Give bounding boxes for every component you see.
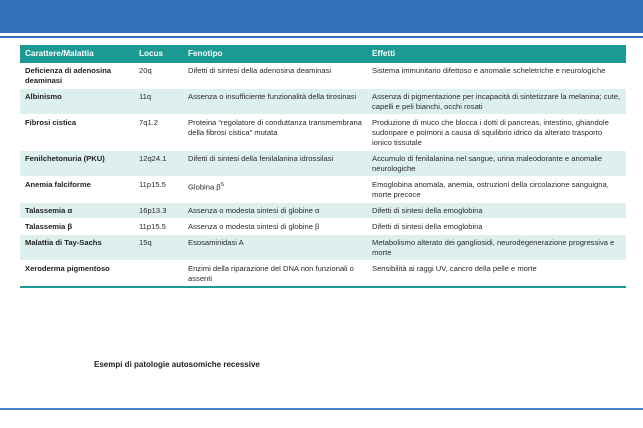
disease-name: Fenilchetonuria (PKU)	[20, 151, 134, 177]
disease-name: Fibrosi cistica	[20, 115, 134, 151]
disease-name: Albinismo	[20, 89, 134, 115]
effects: Accumulo di fenilalanina nel sangue, urina maleodorante e anomalie neurologiche	[367, 151, 626, 177]
phenotype: Assenza o insufficiente funzionalità della tirosinasi	[183, 89, 367, 115]
header-locus: Locus	[134, 45, 183, 63]
table-row	[20, 219, 626, 235]
effects: Sensibilità ai raggi UV, cancro della pelle e morte	[367, 261, 626, 288]
table-row	[20, 89, 626, 115]
phenotype: Proteina “regolatore di conduttanza transmembrana della fibrosi cistica” mutata	[183, 115, 367, 151]
disease-name: Talassemia β	[20, 219, 134, 235]
header-phenotype: Fenotipo	[183, 45, 367, 63]
effects: Difetti di sintesi della emoglobina	[367, 203, 626, 219]
disease-name: Xeroderma pigmentoso	[20, 261, 134, 288]
locus: 12q24.1	[134, 151, 183, 177]
header-trait: Carattere/Malattia	[20, 45, 134, 63]
phenotype-superscript: S	[220, 182, 224, 188]
table-row	[20, 235, 626, 261]
locus: 7q1.2	[134, 115, 183, 151]
phenotype: Assenza o modesta sintesi di globine α	[183, 203, 367, 219]
locus: 15q	[134, 235, 183, 261]
phenotype: Difetti di sintesi della fenilalanina idrossilasi	[183, 151, 367, 177]
phenotype	[183, 177, 367, 203]
locus: 11p15.5	[134, 219, 183, 235]
effects: Sistema immunitario difettoso e anomalie scheletriche e neurologiche	[367, 63, 626, 89]
phenotype: Difetti di sintesi della adenosina deaminasi	[183, 63, 367, 89]
table-row	[20, 177, 626, 203]
header-effects: Effetti	[367, 45, 626, 63]
table-row	[20, 151, 626, 177]
disease-name: Talassemia α	[20, 203, 134, 219]
effects: Produzione di muco che blocca i dotti di pancreas, intestino, ghiandole sudoripare e polmoni a causa di squilibrio idrico da alterato trasporto ionico tissutale	[367, 115, 626, 151]
table-row	[20, 115, 626, 151]
disease-name: Deficienza di adenosina deaminasi	[20, 63, 134, 89]
effects: Assenza di pigmentazione per incapacità di sintetizzare la melanina; cute, capelli e peli bianchi, occhi rosati	[367, 89, 626, 115]
effects: Emoglobina anomala, anemia, ostruzioni della circolazione sanguigna, morte precoce	[367, 177, 626, 203]
phenotype: Esosaminidasi A	[183, 235, 367, 261]
table-row	[20, 203, 626, 219]
bottom-divider	[0, 408, 643, 410]
effects: Metabolismo alterato dei gangliosidi, neurodegenerazione progressiva e morte	[367, 235, 626, 261]
phenotype: Assenza o modesta sintesi di globine β	[183, 219, 367, 235]
disease-name: Anemia falciforme	[20, 177, 134, 203]
effects: Difetti di sintesi della emoglobina	[367, 219, 626, 235]
table-row	[20, 261, 626, 288]
locus: 20q	[134, 63, 183, 89]
recessive-diseases-table	[20, 45, 626, 288]
locus	[134, 261, 183, 288]
table-row	[20, 63, 626, 89]
top-banner	[0, 0, 643, 33]
disease-name: Malattia di Tay-Sachs	[20, 235, 134, 261]
phenotype: Enzimi della riparazione del DNA non funzionali o assenti	[183, 261, 367, 288]
locus: 11q	[134, 89, 183, 115]
locus: 11p15.5	[134, 177, 183, 203]
top-divider	[0, 36, 643, 38]
table-caption: Esempi di patologie autosomiche recessive	[94, 360, 260, 369]
phenotype-text: Globina β	[188, 182, 221, 192]
table-header-row	[20, 45, 626, 63]
locus: 16p13.3	[134, 203, 183, 219]
